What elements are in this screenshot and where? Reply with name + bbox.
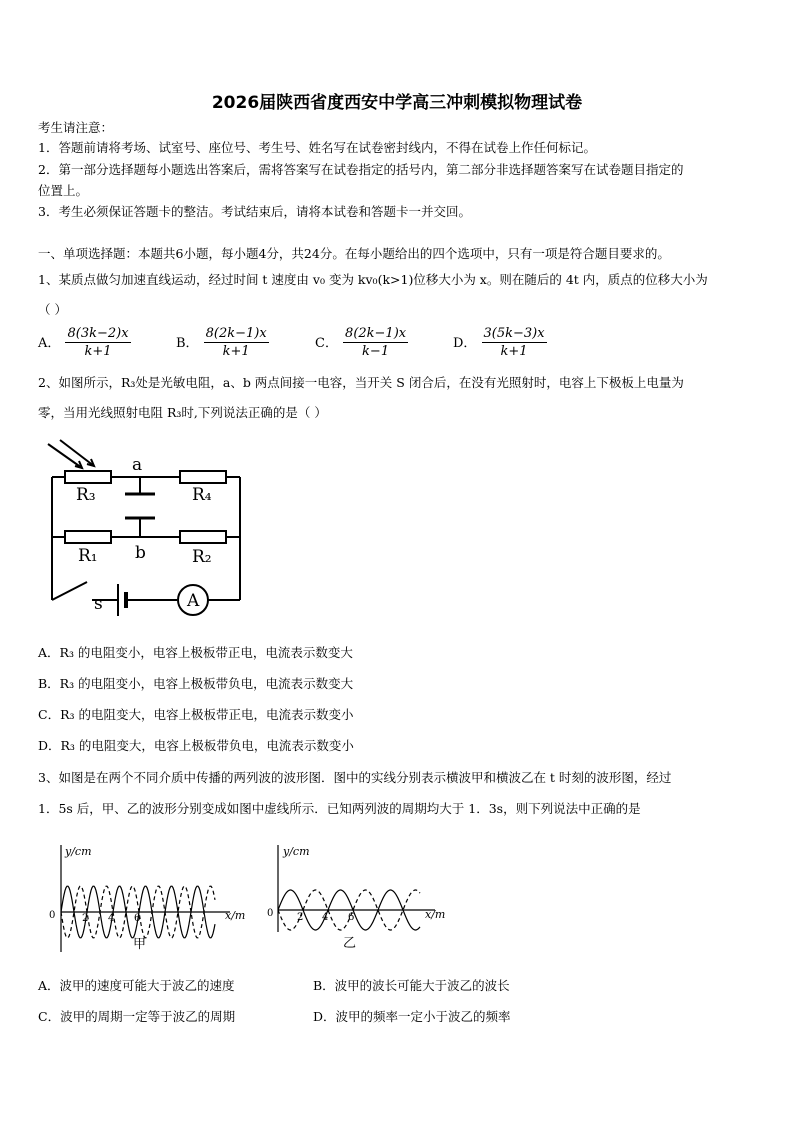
resistor-r4 [180,471,226,483]
notice-item-1: 1．答题前请将考场、试室号、座位号、考生号、姓名写在试卷密封线内，不得在试卷上作任何标记。 [38,140,596,155]
q2-option-b: B．R₃ 的电阻变小，电容上极板带负电，电流表示数变大 [38,676,354,691]
q1-option-d [453,326,547,359]
tick-label: 6 [134,913,141,924]
label-s: s [94,594,103,614]
wave-graph-jia [45,840,260,955]
option-fraction: $\frac{8(2k-1)x}{k-1}$ [345,326,407,359]
q3-option-a: A．波甲的速度可能大于波乙的速度 [38,978,235,993]
label-r3: R₃ [76,485,96,505]
origin-label: 0 [49,910,56,921]
notice-item-2-cont: 位置上。 [38,183,89,198]
option-letter: A． [38,336,61,351]
graph-name: 乙 [343,936,357,951]
label-ammeter: A [187,591,200,611]
notice-item-3: 3．考生必须保证答题卡的整洁。考试结束后，请将本试卷和答题卡一并交回。 [38,204,471,219]
wave-graph-yi [265,840,465,955]
label-b: b [135,543,146,563]
q1-option-a [38,326,131,359]
resistor-r3 [65,471,111,483]
label-r1: R₁ [78,546,98,566]
q1-stem-bracket: （ ） [38,302,67,317]
tick-label: 4 [322,912,329,923]
resistor-r2 [180,531,226,543]
q3-option-c: C．波甲的周期一定等于波乙的周期 [38,1009,236,1024]
tick-label: 6 [348,912,355,923]
q2-stem-cont: 零，当用光线照射电阻 R₃时,下列说法正确的是（ ） [38,405,327,420]
page-title: 2026届陕西省度西安中学高三冲刺模拟物理试卷 [211,93,583,113]
origin-label: 0 [267,908,274,919]
y-axis-label: y/cm [283,845,310,858]
label-r4: R₄ [192,485,212,505]
option-letter: D． [453,336,477,351]
x-axis-label: x/m [225,909,246,922]
notice-item-2: 2．第一部分选择题每小题选出答案后，需将答案写在试卷指定的括号内，第二部分非选择题答案写在试卷题目指定的 [38,162,684,177]
graph-name: 甲 [133,937,147,952]
tick-label: 2 [82,913,89,924]
q3-option-d: D．波甲的频率一定小于波乙的频率 [313,1009,511,1024]
resistor-r1 [65,531,111,543]
label-r2: R₂ [192,547,212,567]
q3-stem-cont: 1．5s 后，甲、乙的波形分别变成如图中虚线所示．已知两列波的周期均大于 1．3s，则下列说法中正确的是 [38,801,641,816]
q1-option-b [176,326,269,359]
q1-stem: 1、某质点做匀加速直线运动，经过时间 t 速度由 v₀ 变为 kv₀(k>1)位移大小为 x。则在随后的 4t 内，质点的位移大小为 [38,272,708,287]
q1-option-c [315,326,408,359]
tick-label: 2 [297,912,304,923]
option-letter: C． [315,336,338,351]
x-axis-label: x/m [425,908,446,921]
option-fraction: $\frac{8(2k-1)x}{k+1}$ [205,326,267,359]
option-fraction: $\frac{8(3k-2)x}{k+1}$ [67,326,129,359]
q2-option-d: D．R₃ 的电阻变大，电容上极板带负电，电流表示数变小 [38,738,354,753]
tick-label: 4 [108,913,115,924]
option-fraction: $\frac{3(5k-3)x}{k+1}$ [483,326,545,359]
q2-stem: 2、如图所示，R₃处是光敏电阻，a、b 两点间接一电容，当开关 S 闭合后，在没有光照射时，电容上下极板上电量为 [38,375,684,390]
q3-option-b: B．波甲的波长可能大于波乙的波长 [313,978,510,993]
notice-heading: 考生请注意： [38,120,114,135]
y-axis-label: y/cm [65,845,92,858]
q3-stem: 3、如图是在两个不同介质中传播的两列波的波形图．图中的实线分别表示横波甲和横波乙在 t 时刻的波形图，经过 [38,770,672,785]
q2-option-c: C．R₃ 的电阻变大，电容上极板带正电，电流表示数变小 [38,707,354,722]
label-a: a [132,455,143,475]
section-heading: 一、单项选择题：本题共6小题，每小题4分，共24分。在每小题给出的四个选项中，只有一项是符合题目要求的。 [38,246,670,261]
circuit-diagram [30,432,260,622]
switch-blade [52,582,87,600]
option-letter: B． [176,336,199,351]
q2-option-a: A．R₃ 的电阻变小，电容上极板带正电，电流表示数变大 [38,645,353,660]
